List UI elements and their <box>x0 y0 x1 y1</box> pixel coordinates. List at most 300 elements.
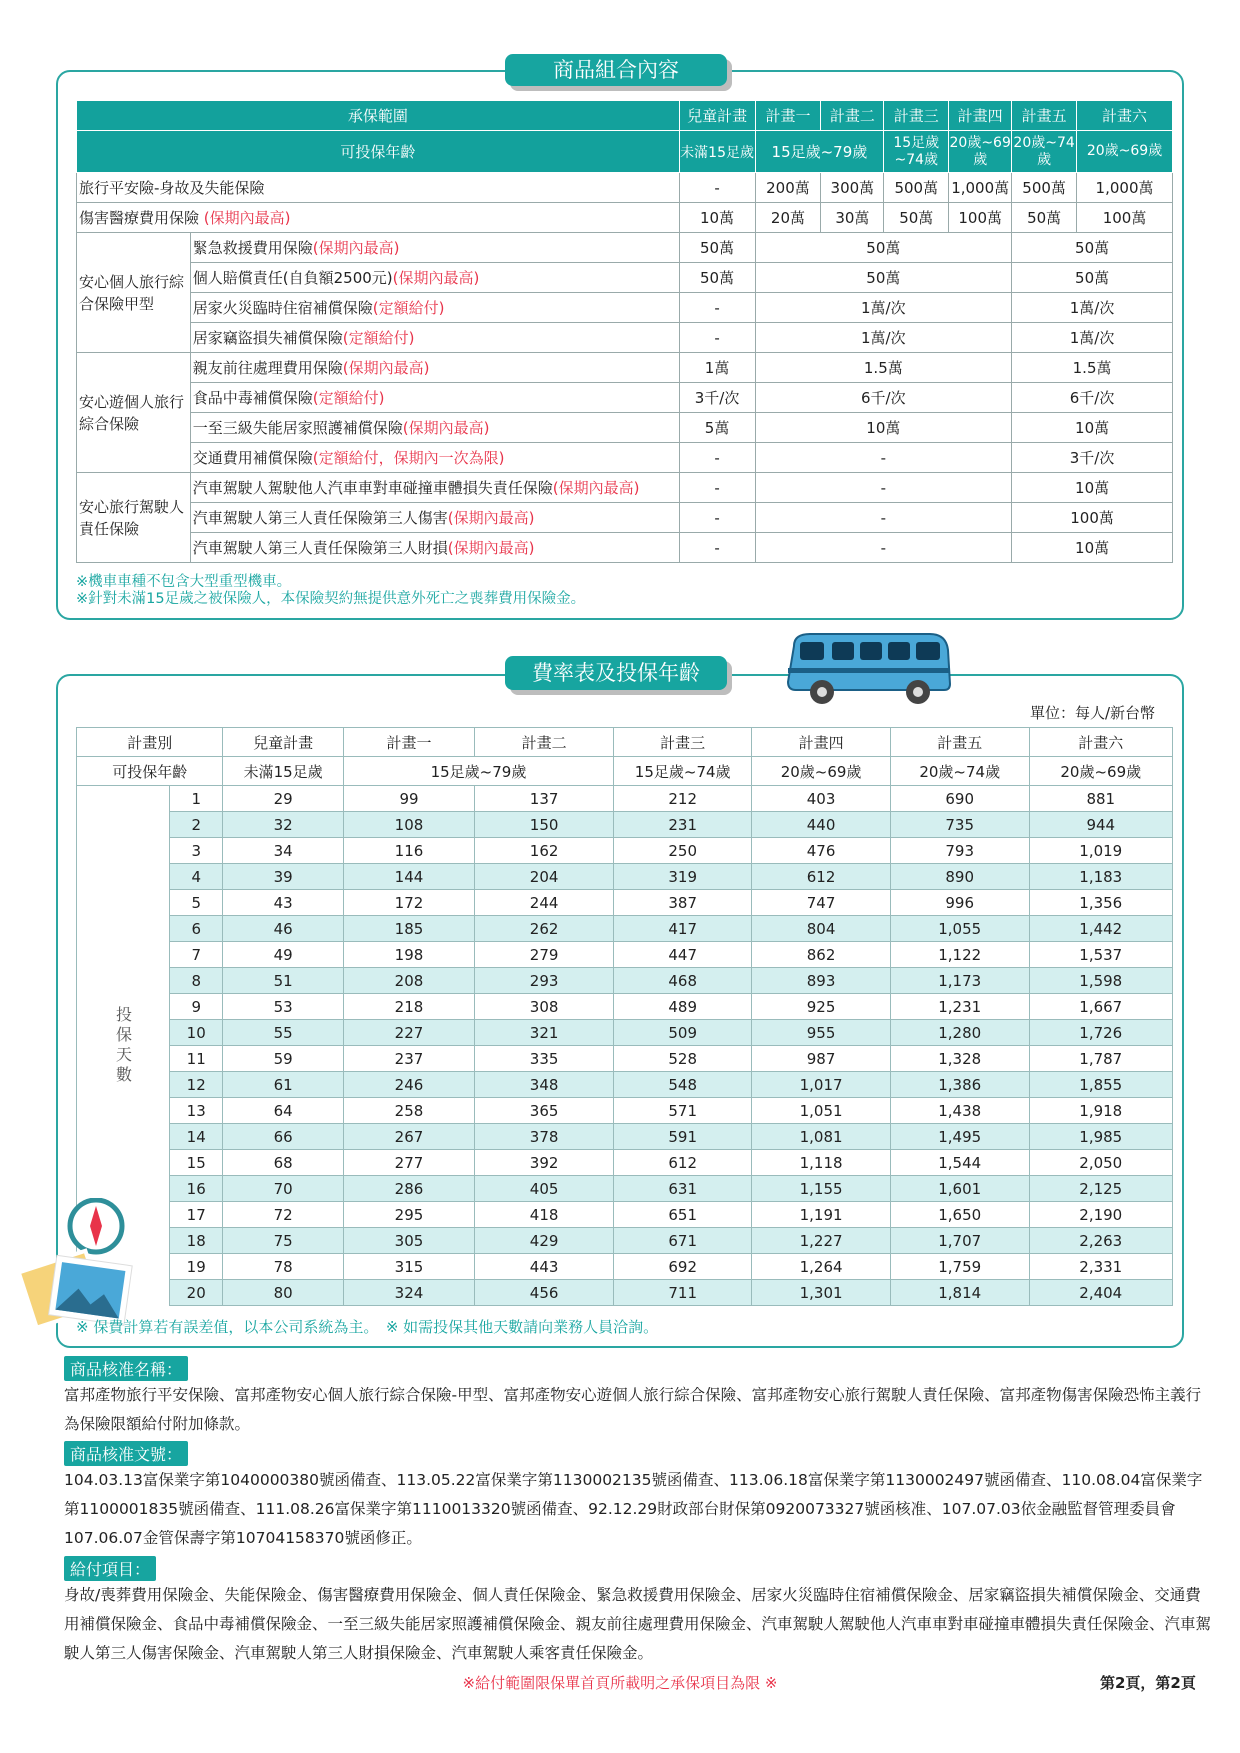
premium-cell: 690 <box>890 786 1029 812</box>
table-row <box>77 1020 1173 1046</box>
unit-label: 單位：每人/新台幣 <box>1030 704 1156 722</box>
premium-cell: 1,544 <box>890 1150 1029 1176</box>
row-note: (定額給付) <box>312 389 385 407</box>
coverage-header: 承保範圍 <box>77 101 680 131</box>
premium-cell: 46 <box>223 916 343 942</box>
premium-cell: 250 <box>614 838 752 864</box>
value-cell: 100萬 <box>949 203 1012 233</box>
premium-cell: 244 <box>475 890 614 916</box>
premium-cell: 987 <box>752 1046 891 1072</box>
group-label: 安心個人旅行綜合保險甲型 <box>77 233 191 353</box>
premium-cell: 890 <box>890 864 1029 890</box>
premium-cell: 2,190 <box>1029 1202 1172 1228</box>
value-cell: 50萬 <box>1012 233 1173 263</box>
premium-cell: 692 <box>614 1254 752 1280</box>
premium-cell: 324 <box>343 1280 474 1306</box>
premium-cell: 1,019 <box>1029 838 1172 864</box>
premium-cell: 1,191 <box>752 1202 891 1228</box>
premium-cell: 747 <box>752 890 891 916</box>
day-cell: 3 <box>170 838 223 864</box>
note-line: ※機車車種不包含大型重型機車。 <box>76 574 292 590</box>
row-label-text: 一至三級失能居家照護補償保險 <box>192 419 403 437</box>
premium-cell: 1,183 <box>1029 864 1172 890</box>
premium-cell: 1,356 <box>1029 890 1172 916</box>
premium-cell: 1,787 <box>1029 1046 1172 1072</box>
row-label-text: 居家火災臨時住宿補償保險 <box>192 299 373 317</box>
premium-cell: 137 <box>475 786 614 812</box>
day-cell: 6 <box>170 916 223 942</box>
premium-cell: 1,667 <box>1029 994 1172 1020</box>
premium-cell: 286 <box>343 1176 474 1202</box>
age-cell: 15足歲~74歲 <box>614 757 752 786</box>
premium-cell: 68 <box>223 1150 343 1176</box>
row-note: (保期內最高) <box>552 479 640 497</box>
premium-cell: 55 <box>223 1020 343 1046</box>
value-cell: 10萬 <box>679 203 755 233</box>
days-side-label: 投保天數 <box>77 786 170 1306</box>
table-row <box>77 1150 1173 1176</box>
row-note: (保期內最高) <box>312 239 400 257</box>
value-cell: - <box>679 503 755 533</box>
premium-cell: 1,173 <box>890 968 1029 994</box>
row-label: 旅行平安險-身故及失能保險 <box>77 173 680 203</box>
plan-header: 計畫一 <box>343 728 474 757</box>
premium-cell: 70 <box>223 1176 343 1202</box>
value-cell: - <box>679 173 755 203</box>
premium-cell: 476 <box>752 838 891 864</box>
table-row <box>77 1176 1173 1202</box>
value-cell: 100萬 <box>1012 503 1173 533</box>
travel-photos-illustration <box>18 1198 138 1328</box>
premium-cell: 944 <box>1029 812 1172 838</box>
value-cell: - <box>755 533 1012 563</box>
premium-cell: 735 <box>890 812 1029 838</box>
premium-cell: 1,017 <box>752 1072 891 1098</box>
premium-cell: 1,055 <box>890 916 1029 942</box>
premium-cell: 468 <box>614 968 752 994</box>
age-cell: 15足歲~79歲 <box>343 757 613 786</box>
premium-cell: 793 <box>890 838 1029 864</box>
premium-cell: 267 <box>343 1124 474 1150</box>
row-label <box>190 293 679 323</box>
row-label <box>190 353 679 383</box>
day-cell: 10 <box>170 1020 223 1046</box>
day-cell: 5 <box>170 890 223 916</box>
premium-cell: 440 <box>752 812 891 838</box>
premium-cell: 150 <box>475 812 614 838</box>
premium-cell: 319 <box>614 864 752 890</box>
day-cell: 20 <box>170 1280 223 1306</box>
premium-cell: 528 <box>614 1046 752 1072</box>
premium-cell: 429 <box>475 1228 614 1254</box>
plan-header: 兒童計畫 <box>223 728 343 757</box>
coverage-title: 商品組合內容 <box>505 54 727 86</box>
row-label-text: 個人賠償責任(自負額2500元) <box>192 269 393 287</box>
age-cell: 20歲~69歲 <box>949 131 1012 173</box>
premium-cell: 32 <box>223 812 343 838</box>
value-cell: 50萬 <box>755 233 1012 263</box>
value-cell: 1.5萬 <box>755 353 1012 383</box>
premium-cell: 2,125 <box>1029 1176 1172 1202</box>
table-row <box>77 1098 1173 1124</box>
row-label-text: 汽車駕駛人第三人責任保險第三人傷害 <box>192 509 448 527</box>
premium-cell: 447 <box>614 942 752 968</box>
premium-cell: 1,264 <box>752 1254 891 1280</box>
premium-cell: 1,985 <box>1029 1124 1172 1150</box>
value-cell: 50萬 <box>884 203 949 233</box>
value-cell: 1.5萬 <box>1012 353 1173 383</box>
row-label <box>77 203 680 233</box>
premium-cell: 405 <box>475 1176 614 1202</box>
value-cell: 1萬/次 <box>755 323 1012 353</box>
day-cell: 19 <box>170 1254 223 1280</box>
plan-header: 計畫六 <box>1029 728 1172 757</box>
value-cell: 50萬 <box>755 263 1012 293</box>
plan-header: 計畫二 <box>475 728 614 757</box>
age-header: 可投保年齡 <box>77 131 680 173</box>
plan-header: 計畫五 <box>1012 101 1077 131</box>
premium-cell: 489 <box>614 994 752 1020</box>
value-cell: 30萬 <box>821 203 884 233</box>
value-cell: - <box>679 293 755 323</box>
value-cell: 500萬 <box>1012 173 1077 203</box>
note-line: ※針對未滿15足歲之被保險人，本保險契約無提供意外死亡之喪葬費用保險金。 <box>76 591 586 607</box>
day-cell: 2 <box>170 812 223 838</box>
value-cell: 1萬 <box>679 353 755 383</box>
premium-cell: 612 <box>752 864 891 890</box>
premium-cell: 1,231 <box>890 994 1029 1020</box>
row-label-text: 食品中毒補償保險 <box>192 389 313 407</box>
footer-note: ※給付範圍限保單首頁所載明之承保項目為限 ※ <box>462 1674 778 1692</box>
row-note: (保期內最高) <box>447 509 535 527</box>
value-cell: - <box>679 443 755 473</box>
premium-cell: 893 <box>752 968 891 994</box>
age-cell: 未滿15足歲 <box>679 131 755 173</box>
table-row <box>77 890 1173 916</box>
premium-cell: 49 <box>223 942 343 968</box>
premium-cell: 1,918 <box>1029 1098 1172 1124</box>
day-cell: 15 <box>170 1150 223 1176</box>
premium-cell: 348 <box>475 1072 614 1098</box>
value-cell: - <box>679 533 755 563</box>
value-cell: - <box>679 473 755 503</box>
age-header-label: 可投保年齡 <box>77 757 223 786</box>
premium-cell: 1,051 <box>752 1098 891 1124</box>
premium-cell: 116 <box>343 838 474 864</box>
docs-label: 商品核准文號： <box>64 1441 188 1466</box>
premium-cell: 1,328 <box>890 1046 1029 1072</box>
premium-cell: 417 <box>614 916 752 942</box>
value-cell: 200萬 <box>755 173 821 203</box>
row-label <box>190 473 679 503</box>
coverage-table <box>76 100 1173 563</box>
premium-cell: 293 <box>475 968 614 994</box>
premium-cell: 671 <box>614 1228 752 1254</box>
premium-cell: 162 <box>475 838 614 864</box>
table-row <box>77 1046 1173 1072</box>
premium-cell: 204 <box>475 864 614 890</box>
premium-cell: 925 <box>752 994 891 1020</box>
value-cell: 1萬/次 <box>1012 293 1173 323</box>
premium-cell: 321 <box>475 1020 614 1046</box>
premium-cell: 277 <box>343 1150 474 1176</box>
row-label-text: 緊急救援費用保險 <box>192 239 313 257</box>
premium-cell: 246 <box>343 1072 474 1098</box>
plan-header: 計畫四 <box>949 101 1012 131</box>
row-note: (保期內最高) <box>342 359 430 377</box>
plan-header: 計畫五 <box>890 728 1029 757</box>
premium-cell: 75 <box>223 1228 343 1254</box>
row-note: (保期內最高) <box>392 269 480 287</box>
row-label-text: 親友前往處理費用保險 <box>192 359 343 377</box>
premium-cell: 1,081 <box>752 1124 891 1150</box>
premium-cell: 80 <box>223 1280 343 1306</box>
age-cell: 未滿15足歲 <box>223 757 343 786</box>
row-note: (定額給付) <box>372 299 445 317</box>
premium-cell: 72 <box>223 1202 343 1228</box>
premium-cell: 365 <box>475 1098 614 1124</box>
row-label <box>190 383 679 413</box>
premium-cell: 2,263 <box>1029 1228 1172 1254</box>
value-cell: 5萬 <box>679 413 755 443</box>
premium-cell: 315 <box>343 1254 474 1280</box>
row-label <box>190 533 679 563</box>
plan-header: 計畫三 <box>614 728 752 757</box>
premium-cell: 2,404 <box>1029 1280 1172 1306</box>
premium-cell: 172 <box>343 890 474 916</box>
table-row <box>77 812 1173 838</box>
plan-header: 兒童計畫 <box>679 101 755 131</box>
premium-cell: 1,495 <box>890 1124 1029 1150</box>
table-row <box>77 968 1173 994</box>
premium-cell: 212 <box>614 786 752 812</box>
premium-cell: 51 <box>223 968 343 994</box>
premium-cell: 59 <box>223 1046 343 1072</box>
premium-cell: 378 <box>475 1124 614 1150</box>
table-row <box>77 864 1173 890</box>
table-row <box>77 786 1173 812</box>
premium-cell: 295 <box>343 1202 474 1228</box>
premium-cell: 387 <box>614 890 752 916</box>
value-cell: 50萬 <box>1012 203 1077 233</box>
row-label <box>190 503 679 533</box>
premium-cell: 53 <box>223 994 343 1020</box>
rate-note: ※ 保費計算若有誤差值，以本公司系統為主。 ※ 如需投保其他天數請向業務人員洽詢。 <box>76 1318 659 1336</box>
value-cell: 300萬 <box>821 173 884 203</box>
premium-cell: 108 <box>343 812 474 838</box>
premium-cell: 456 <box>475 1280 614 1306</box>
premium-cell: 1,280 <box>890 1020 1029 1046</box>
premium-cell: 237 <box>343 1046 474 1072</box>
premium-cell: 548 <box>614 1072 752 1098</box>
row-note: (定額給付，保期內一次為限) <box>312 449 505 467</box>
premium-cell: 258 <box>343 1098 474 1124</box>
premium-cell: 1,814 <box>890 1280 1029 1306</box>
premium-cell: 1,855 <box>1029 1072 1172 1098</box>
value-cell: 100萬 <box>1077 203 1173 233</box>
age-cell: 20歲~69歲 <box>1029 757 1172 786</box>
row-label <box>190 323 679 353</box>
row-label-text: 傷害醫療費用保險 <box>79 209 200 227</box>
plan-header: 計畫六 <box>1077 101 1173 131</box>
day-cell: 12 <box>170 1072 223 1098</box>
value-cell: 50萬 <box>1012 263 1173 293</box>
premium-cell: 208 <box>343 968 474 994</box>
premium-cell: 1,155 <box>752 1176 891 1202</box>
table-row <box>77 942 1173 968</box>
value-cell: 6千/次 <box>1012 383 1173 413</box>
value-cell: 1萬/次 <box>755 293 1012 323</box>
premium-cell: 1,442 <box>1029 916 1172 942</box>
premium-cell: 392 <box>475 1150 614 1176</box>
row-note: (保期內最高) <box>447 539 535 557</box>
row-label-text: 居家竊盜損失補償保險 <box>192 329 343 347</box>
premium-cell: 418 <box>475 1202 614 1228</box>
table-row <box>77 1228 1173 1254</box>
premium-cell: 227 <box>343 1020 474 1046</box>
van-illustration <box>780 628 956 708</box>
plan-header-label: 計畫別 <box>77 728 223 757</box>
value-cell: 20萬 <box>755 203 821 233</box>
day-cell: 9 <box>170 994 223 1020</box>
pay-text: 身故/喪葬費用保險金、失能保險金、傷害醫療費用保險金、個人責任保險金、緊急救援費用保險金、居家火災臨時住宿補償保險金、居家竊盜損失補償保險金、交通費用補償保險金、食品中毒補償保險金、一至三級失能居家照護補償保險金、親友前往處理費用保險金、汽車駕駛人駕駛他人汽車車對車碰撞車體損失責任保險金、汽車駕駛人第三人傷害保險金、汽車駕駛人第三人財損保險金、汽車駕駛人乘客責任保險金。 <box>64 1586 1212 1662</box>
value-cell: 1,000萬 <box>949 173 1012 203</box>
premium-cell: 99 <box>343 786 474 812</box>
premium-cell: 955 <box>752 1020 891 1046</box>
group-label: 安心旅行駕駛人責任保險 <box>77 473 191 563</box>
premium-cell: 144 <box>343 864 474 890</box>
table-row <box>77 1072 1173 1098</box>
value-cell: 3千/次 <box>1012 443 1173 473</box>
premium-cell: 43 <box>223 890 343 916</box>
premium-cell: 881 <box>1029 786 1172 812</box>
value-cell: 50萬 <box>679 263 755 293</box>
value-cell: 10萬 <box>1012 413 1173 443</box>
premium-cell: 39 <box>223 864 343 890</box>
row-label <box>190 413 679 443</box>
plan-header: 計畫一 <box>755 101 821 131</box>
row-label <box>190 263 679 293</box>
plan-header: 計畫二 <box>821 101 884 131</box>
premium-cell: 262 <box>475 916 614 942</box>
value-cell: 500萬 <box>884 173 949 203</box>
age-cell: 15足歲~79歲 <box>755 131 884 173</box>
value-cell: 1,000萬 <box>1077 173 1173 203</box>
row-note: (保期內最高) <box>402 419 490 437</box>
docs-text: 104.03.13富保業字第1040000380號函備查、113.05.22富保業字第1130002135號函備查、113.06.18富保業字第1130002497號函備查、110.08.04富保業字第1100001835號函備查、111.08.26富保業字第1110013320號函備查、92.12.29財政部台財保第0920073327號函核准、107.07.03依金融監督管理委員會107.06.07金管保壽字第10704158370號函修正。 <box>64 1471 1203 1547</box>
age-cell: 20歲~69歲 <box>1077 131 1173 173</box>
premium-cell: 862 <box>752 942 891 968</box>
value-cell: - <box>679 323 755 353</box>
age-cell: 15足歲~74歲 <box>884 131 949 173</box>
premium-cell: 2,331 <box>1029 1254 1172 1280</box>
premium-cell: 2,050 <box>1029 1150 1172 1176</box>
row-label <box>190 233 679 263</box>
day-cell: 1 <box>170 786 223 812</box>
premium-cell: 509 <box>614 1020 752 1046</box>
table-row <box>77 1202 1173 1228</box>
premium-cell: 185 <box>343 916 474 942</box>
pay-label: 給付項目： <box>64 1556 156 1581</box>
premium-cell: 218 <box>343 994 474 1020</box>
premium-cell: 279 <box>475 942 614 968</box>
premium-cell: 1,759 <box>890 1254 1029 1280</box>
row-note: (定額給付) <box>342 329 415 347</box>
page-number: 第2頁，第2頁 <box>1100 1674 1196 1692</box>
premium-cell: 1,650 <box>890 1202 1029 1228</box>
day-cell: 13 <box>170 1098 223 1124</box>
premium-cell: 612 <box>614 1150 752 1176</box>
table-row <box>77 916 1173 942</box>
row-label-text: 汽車駕駛人駕駛他人汽車車對車碰撞車體損失責任保險 <box>192 479 553 497</box>
premium-cell: 571 <box>614 1098 752 1124</box>
group-label: 安心遊個人旅行綜合保險 <box>77 353 191 473</box>
row-note: (保期內最高) <box>203 209 291 227</box>
age-cell: 20歲~74歲 <box>890 757 1029 786</box>
age-cell: 20歲~69歲 <box>752 757 891 786</box>
premium-cell: 308 <box>475 994 614 1020</box>
day-cell: 4 <box>170 864 223 890</box>
coverage-notes <box>76 574 585 608</box>
day-cell: 8 <box>170 968 223 994</box>
plan-header: 計畫三 <box>884 101 949 131</box>
premium-cell: 1,227 <box>752 1228 891 1254</box>
premium-cell: 591 <box>614 1124 752 1150</box>
premium-cell: 66 <box>223 1124 343 1150</box>
premium-cell: 1,122 <box>890 942 1029 968</box>
day-cell: 18 <box>170 1228 223 1254</box>
value-cell: 3千/次 <box>679 383 755 413</box>
day-cell: 14 <box>170 1124 223 1150</box>
names-label: 商品核准名稱： <box>64 1356 188 1381</box>
table-row <box>77 1254 1173 1280</box>
premium-cell: 996 <box>890 890 1029 916</box>
row-label-text: 汽車駕駛人第三人責任保險第三人財損 <box>192 539 448 557</box>
value-cell: 10萬 <box>1012 533 1173 563</box>
premium-cell: 78 <box>223 1254 343 1280</box>
day-cell: 16 <box>170 1176 223 1202</box>
names-text: 富邦產物旅行平安保險、富邦產物安心個人旅行綜合保險-甲型、富邦產物安心遊個人旅行綜合保險、富邦產物安心旅行駕駛人責任保險、富邦產物傷害保險恐怖主義行為保險限額給付附加條款。 <box>64 1386 1202 1433</box>
table-row <box>77 994 1173 1020</box>
day-cell: 11 <box>170 1046 223 1072</box>
premium-cell: 1,301 <box>752 1280 891 1306</box>
premium-cell: 403 <box>752 786 891 812</box>
table-row <box>77 838 1173 864</box>
plan-header: 計畫四 <box>752 728 891 757</box>
premium-cell: 34 <box>223 838 343 864</box>
premium-cell: 443 <box>475 1254 614 1280</box>
day-cell: 7 <box>170 942 223 968</box>
value-cell: 50萬 <box>679 233 755 263</box>
value-cell: 6千/次 <box>755 383 1012 413</box>
day-cell: 17 <box>170 1202 223 1228</box>
premium-cell: 198 <box>343 942 474 968</box>
premium-cell: 335 <box>475 1046 614 1072</box>
table-row <box>77 1280 1173 1306</box>
premium-cell: 1,598 <box>1029 968 1172 994</box>
premium-cell: 1,118 <box>752 1150 891 1176</box>
rate-title: 費率表及投保年齡 <box>505 656 727 690</box>
row-label-text: 交通費用補償保險 <box>192 449 313 467</box>
premium-cell: 305 <box>343 1228 474 1254</box>
premium-cell: 1,601 <box>890 1176 1029 1202</box>
premium-cell: 1,537 <box>1029 942 1172 968</box>
value-cell: - <box>755 503 1012 533</box>
premium-cell: 1,386 <box>890 1072 1029 1098</box>
premium-cell: 231 <box>614 812 752 838</box>
table-row <box>77 1124 1173 1150</box>
value-cell: 1萬/次 <box>1012 323 1173 353</box>
